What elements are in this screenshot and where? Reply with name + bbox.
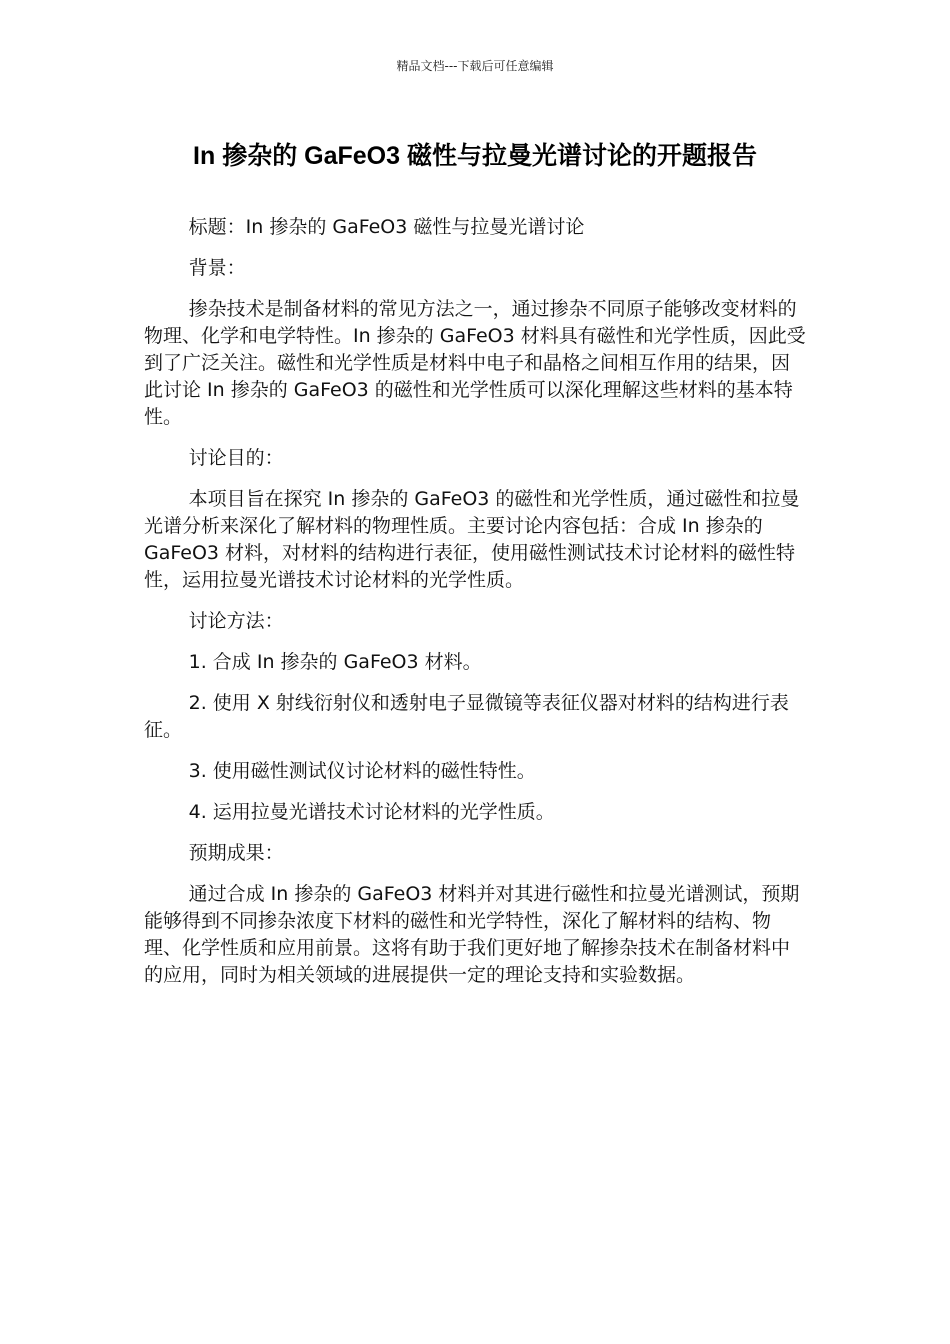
- section-heading-background: 背景：: [188, 257, 246, 279]
- section-heading-outcomes: 预期成果：: [188, 842, 284, 864]
- document-body: [144, 214, 806, 1003]
- method-item-4: 4. 运用拉曼光谱技术讨论材料的光学性质。: [188, 801, 555, 823]
- document-title: In 掺杂的 GaFeO3 磁性与拉曼光谱讨论的开题报告: [193, 142, 757, 170]
- paragraph-title-line: 标题：In 掺杂的 GaFeO3 磁性与拉曼光谱讨论: [188, 216, 585, 238]
- header-note: 精品文档---下载后可任意编辑: [396, 59, 554, 73]
- method-item-3: 3. 使用磁性测试仪讨论材料的磁性特性。: [188, 760, 536, 782]
- paragraph-background: 掺杂技术是制备材料的常见方法之一，通过掺杂不同原子能够改变材料的物理、化学和电学特性。In 掺杂的 GaFeO3 材料具有磁性和光学性质，因此受到了广泛关注。磁性和光学性质是材料中电子和晶格之间相互作用的结果，因此讨论 In 掺杂的 GaFeO3 的磁性和光学性质可以深化理解这些材料的基本特性。: [144, 298, 806, 428]
- method-item-1: 1. 合成 In 掺杂的 GaFeO3 材料。: [188, 651, 482, 673]
- paragraph-outcomes: 通过合成 In 掺杂的 GaFeO3 材料并对其进行磁性和拉曼光谱测试，预期能够得到不同掺杂浓度下材料的磁性和光学特性，深化了解材料的结构、物理、化学性质和应用前景。这将有助于我们更好地了解掺杂技术在制备材料中的应用，同时为相关领域的进展提供一定的理论支持和实验数据。: [144, 883, 800, 986]
- section-heading-methods: 讨论方法：: [188, 610, 284, 632]
- section-heading-purpose: 讨论目的：: [188, 447, 284, 469]
- method-item-2: 2. 使用 X 射线衍射仪和透射电子显微镜等表征仪器对材料的结构进行表征。: [144, 692, 789, 741]
- paragraph-purpose: 本项目旨在探究 In 掺杂的 GaFeO3 的磁性和光学性质，通过磁性和拉曼光谱分析来深化了解材料的物理性质。主要讨论内容包括：合成 In 掺杂的 GaFeO3 材料，对材料的结构进行表征，使用磁性测试技术讨论材料的磁性特性，运用拉曼光谱技术讨论材料的光学性质。: [144, 488, 800, 591]
